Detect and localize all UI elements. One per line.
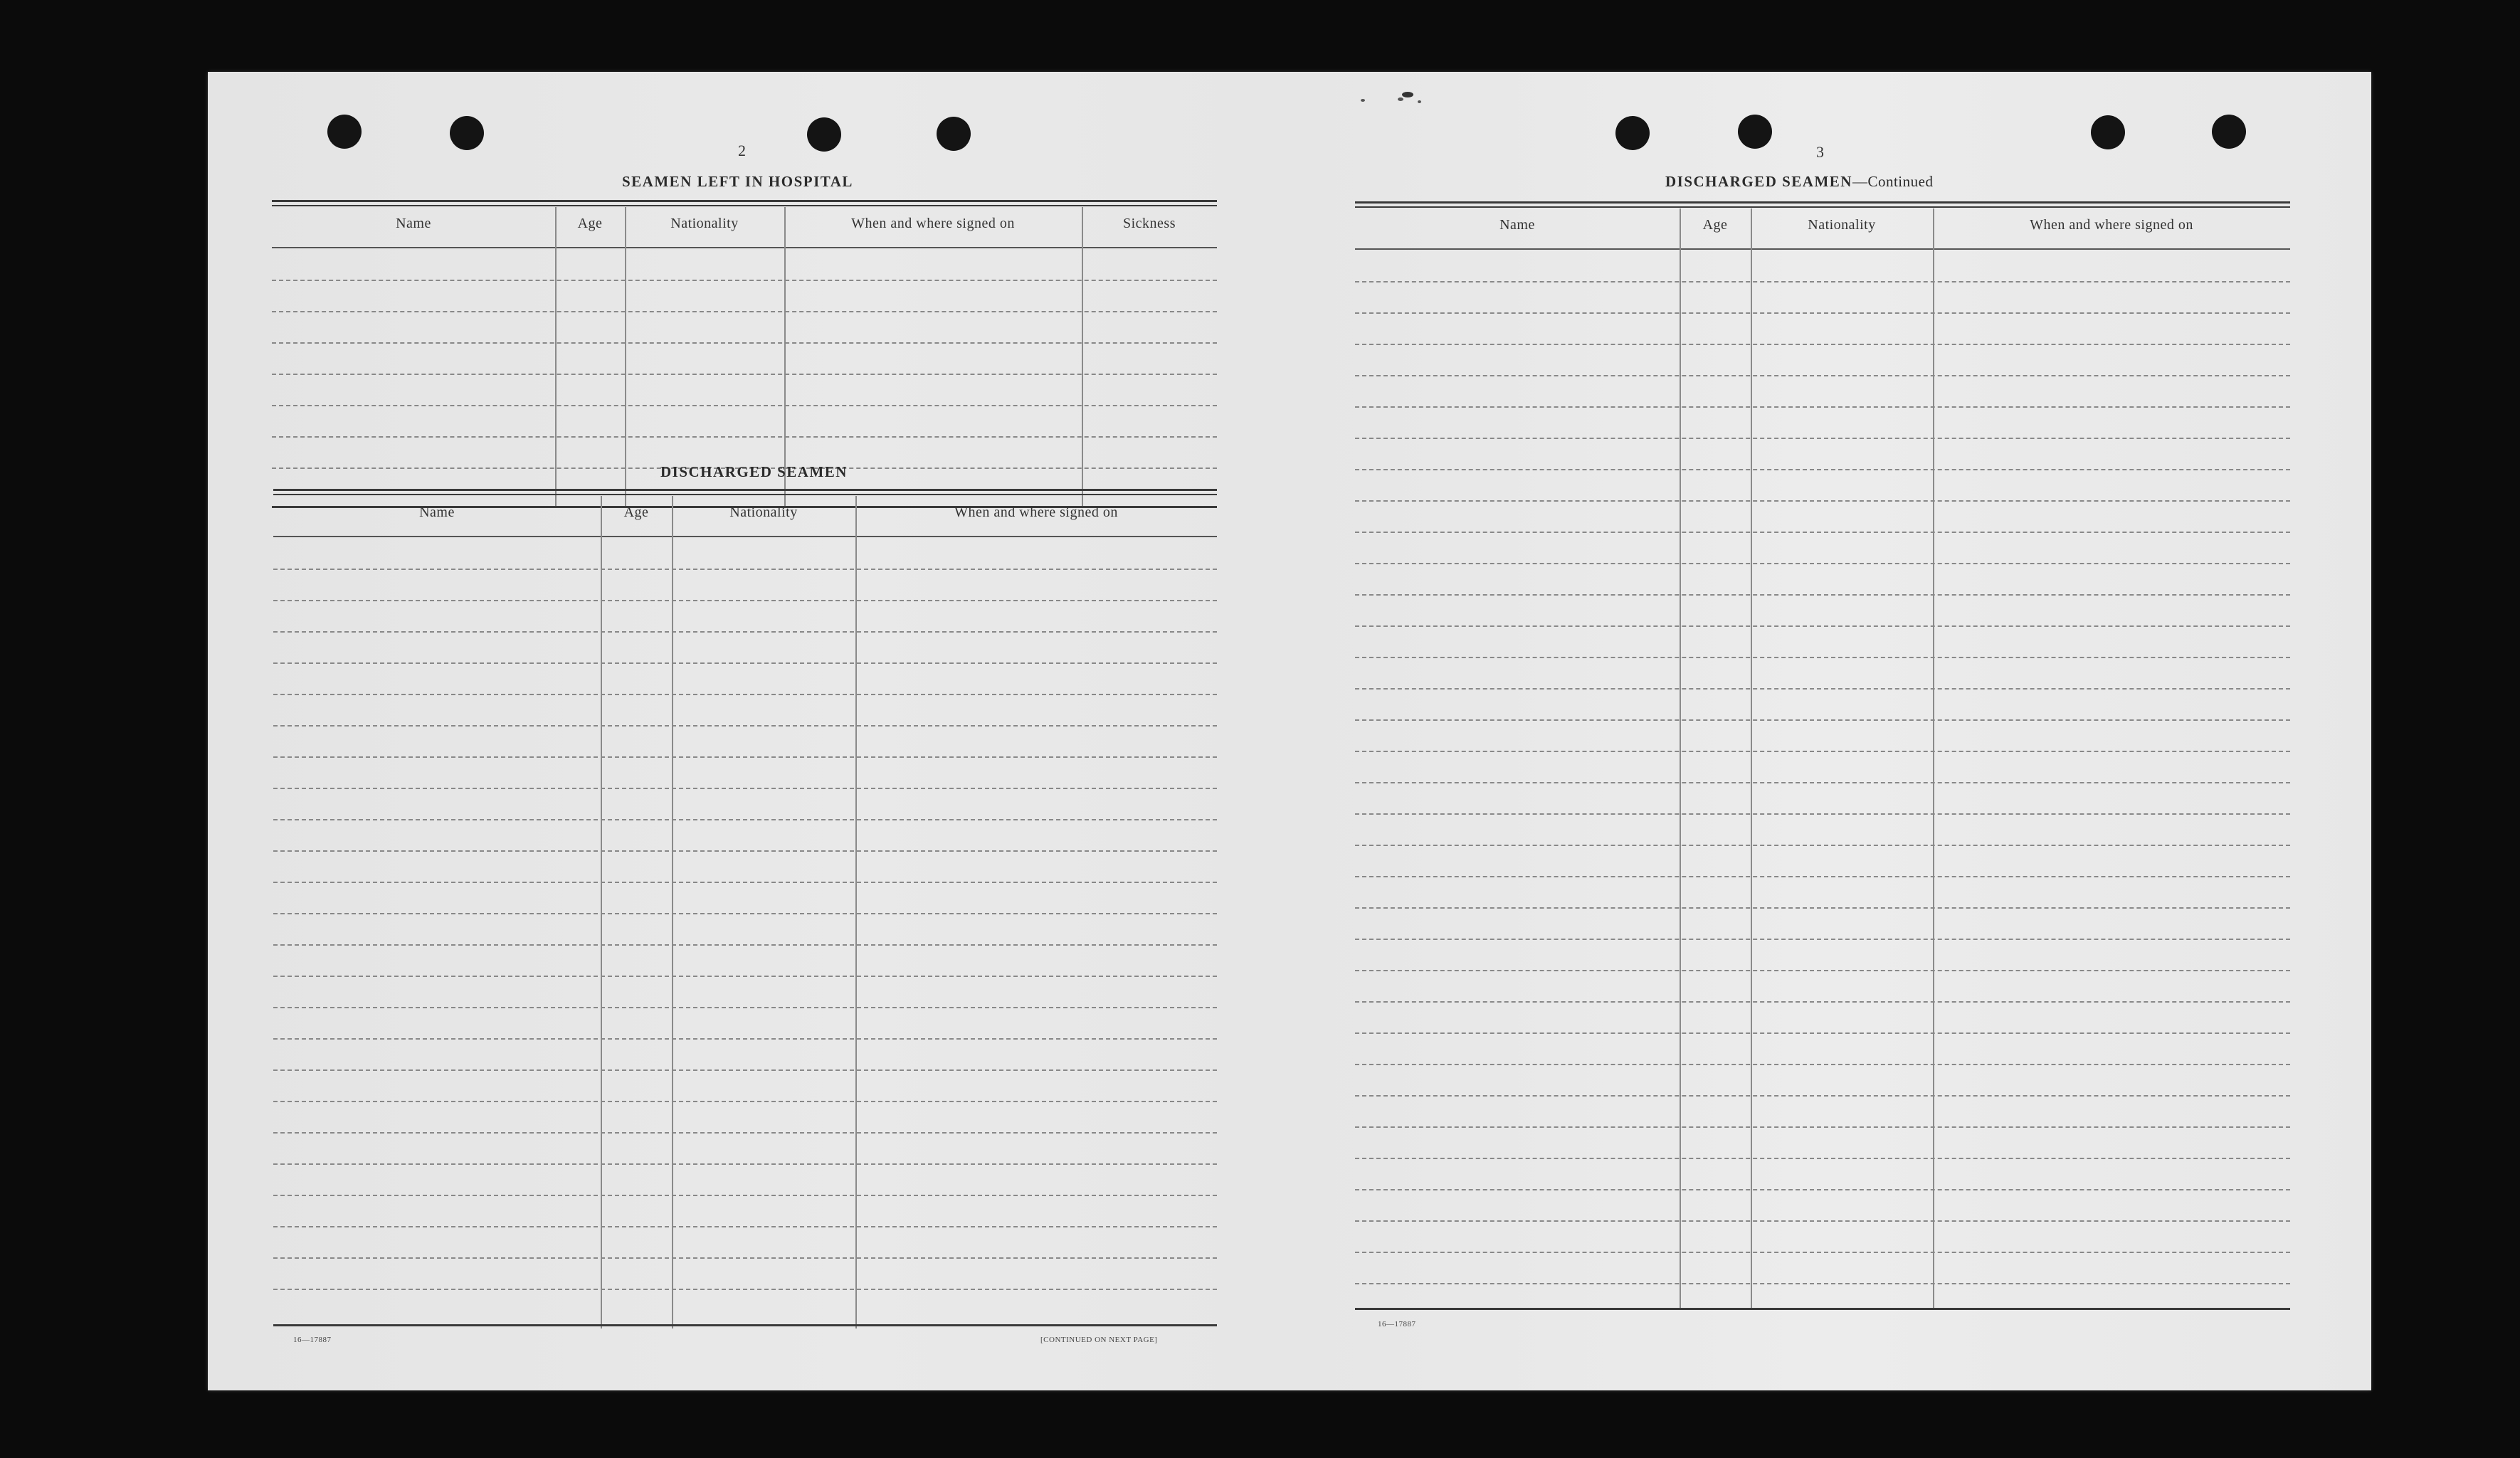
table-row xyxy=(1355,907,2290,909)
table-row xyxy=(273,1132,1217,1134)
table-row xyxy=(1355,532,2290,533)
scan-speck xyxy=(1398,97,1403,101)
discharged-section-title: DISCHARGED SEAMEN xyxy=(660,463,848,480)
discharged-table-left xyxy=(273,489,1217,1328)
continued-note: [CONTINUED ON NEXT PAGE] xyxy=(1040,1336,1158,1344)
table-row xyxy=(272,311,1217,312)
continued-col-age: Age xyxy=(1702,217,1728,233)
table-row xyxy=(272,436,1217,438)
punch-hole xyxy=(2212,115,2246,149)
continued-col-nationality: Nationality xyxy=(1808,217,1876,233)
table-row xyxy=(1355,1189,2290,1190)
punch-hole xyxy=(807,117,841,152)
table-row xyxy=(1355,375,2290,376)
table-row xyxy=(273,662,1217,664)
table-row xyxy=(1355,1095,2290,1097)
hospital-col-nationality: Nationality xyxy=(670,216,739,231)
table-row xyxy=(1355,344,2290,345)
table-row xyxy=(1355,469,2290,470)
discharged-col-name: Name xyxy=(419,505,455,520)
table-row xyxy=(1355,1220,2290,1222)
table-row xyxy=(1355,594,2290,596)
table-row xyxy=(1355,438,2290,439)
form-number-left: 16—17887 xyxy=(293,1336,332,1344)
table-row xyxy=(273,913,1217,914)
hospital-col-sickness: Sickness xyxy=(1123,216,1176,231)
table-row xyxy=(1355,1001,2290,1003)
table-row xyxy=(273,1226,1217,1227)
table-row xyxy=(1355,970,2290,971)
table-row xyxy=(273,569,1217,570)
table-row xyxy=(1355,500,2290,502)
continued-col-signed-on: When and where signed on xyxy=(2030,217,2193,233)
table-row xyxy=(1355,1032,2290,1034)
discharged-col-nationality: Nationality xyxy=(729,505,798,520)
table-row xyxy=(1355,312,2290,314)
table-row xyxy=(1355,751,2290,752)
table-row xyxy=(1355,1158,2290,1159)
form-number-right: 16—17887 xyxy=(1378,1320,1416,1328)
table-row xyxy=(1355,782,2290,783)
discharged-col-signed-on: When and where signed on xyxy=(954,505,1118,520)
table-row xyxy=(273,725,1217,727)
table-row xyxy=(273,819,1217,820)
table-row xyxy=(273,1069,1217,1071)
hospital-col-signed-on: When and where signed on xyxy=(851,216,1015,231)
table-row xyxy=(1355,406,2290,408)
hospital-section-title: SEAMEN LEFT IN HOSPITAL xyxy=(622,173,853,190)
table-row xyxy=(1355,1064,2290,1065)
table-row xyxy=(1355,876,2290,877)
table-row xyxy=(273,976,1217,977)
table-row xyxy=(272,405,1217,406)
ledger-sheet xyxy=(208,72,2371,1390)
punch-hole xyxy=(327,115,362,149)
table-row xyxy=(1355,657,2290,658)
table-row xyxy=(1355,1283,2290,1284)
table-row xyxy=(273,1257,1217,1259)
table-row xyxy=(1355,563,2290,564)
table-row xyxy=(1355,813,2290,815)
scan-speck xyxy=(1402,92,1413,97)
table-row xyxy=(273,1101,1217,1102)
table-row xyxy=(273,631,1217,633)
table-row xyxy=(273,788,1217,789)
table-row xyxy=(273,1038,1217,1040)
table-row xyxy=(1355,281,2290,282)
table-row xyxy=(273,694,1217,695)
table-row xyxy=(273,600,1217,601)
table-row xyxy=(1355,1252,2290,1253)
hospital-col-age: Age xyxy=(577,216,603,231)
table-row xyxy=(273,1007,1217,1008)
table-row xyxy=(273,850,1217,852)
page-number-left: 2 xyxy=(738,142,746,159)
punch-hole xyxy=(2091,115,2125,149)
table-row xyxy=(272,342,1217,344)
table-row xyxy=(272,374,1217,375)
discharged-continued-title-main: DISCHARGED SEAMEN xyxy=(1665,173,1852,190)
table-row xyxy=(1355,939,2290,940)
punch-hole xyxy=(1738,115,1772,149)
table-row xyxy=(272,280,1217,281)
punch-hole xyxy=(450,116,484,150)
table-row xyxy=(273,944,1217,946)
table-row xyxy=(1355,845,2290,846)
punch-hole xyxy=(1615,116,1650,150)
table-row xyxy=(273,1195,1217,1196)
table-row xyxy=(1355,625,2290,627)
table-row xyxy=(273,756,1217,758)
continued-col-name: Name xyxy=(1499,217,1535,233)
scan-speck xyxy=(1418,100,1421,103)
punch-hole xyxy=(937,117,971,151)
table-row xyxy=(273,1163,1217,1165)
discharged-continued-suffix: —Continued xyxy=(1852,173,1934,190)
page-number-right: 3 xyxy=(1816,143,1824,161)
table-row xyxy=(1355,1126,2290,1128)
discharged-col-age: Age xyxy=(623,505,649,520)
table-row xyxy=(273,882,1217,883)
discharged-continued-title xyxy=(1665,173,1933,191)
discharged-table-right xyxy=(1355,201,2290,1311)
hospital-col-name: Name xyxy=(396,216,431,231)
table-row xyxy=(1355,688,2290,690)
scan-speck xyxy=(1361,99,1365,102)
table-row xyxy=(273,1289,1217,1290)
table-row xyxy=(1355,719,2290,721)
